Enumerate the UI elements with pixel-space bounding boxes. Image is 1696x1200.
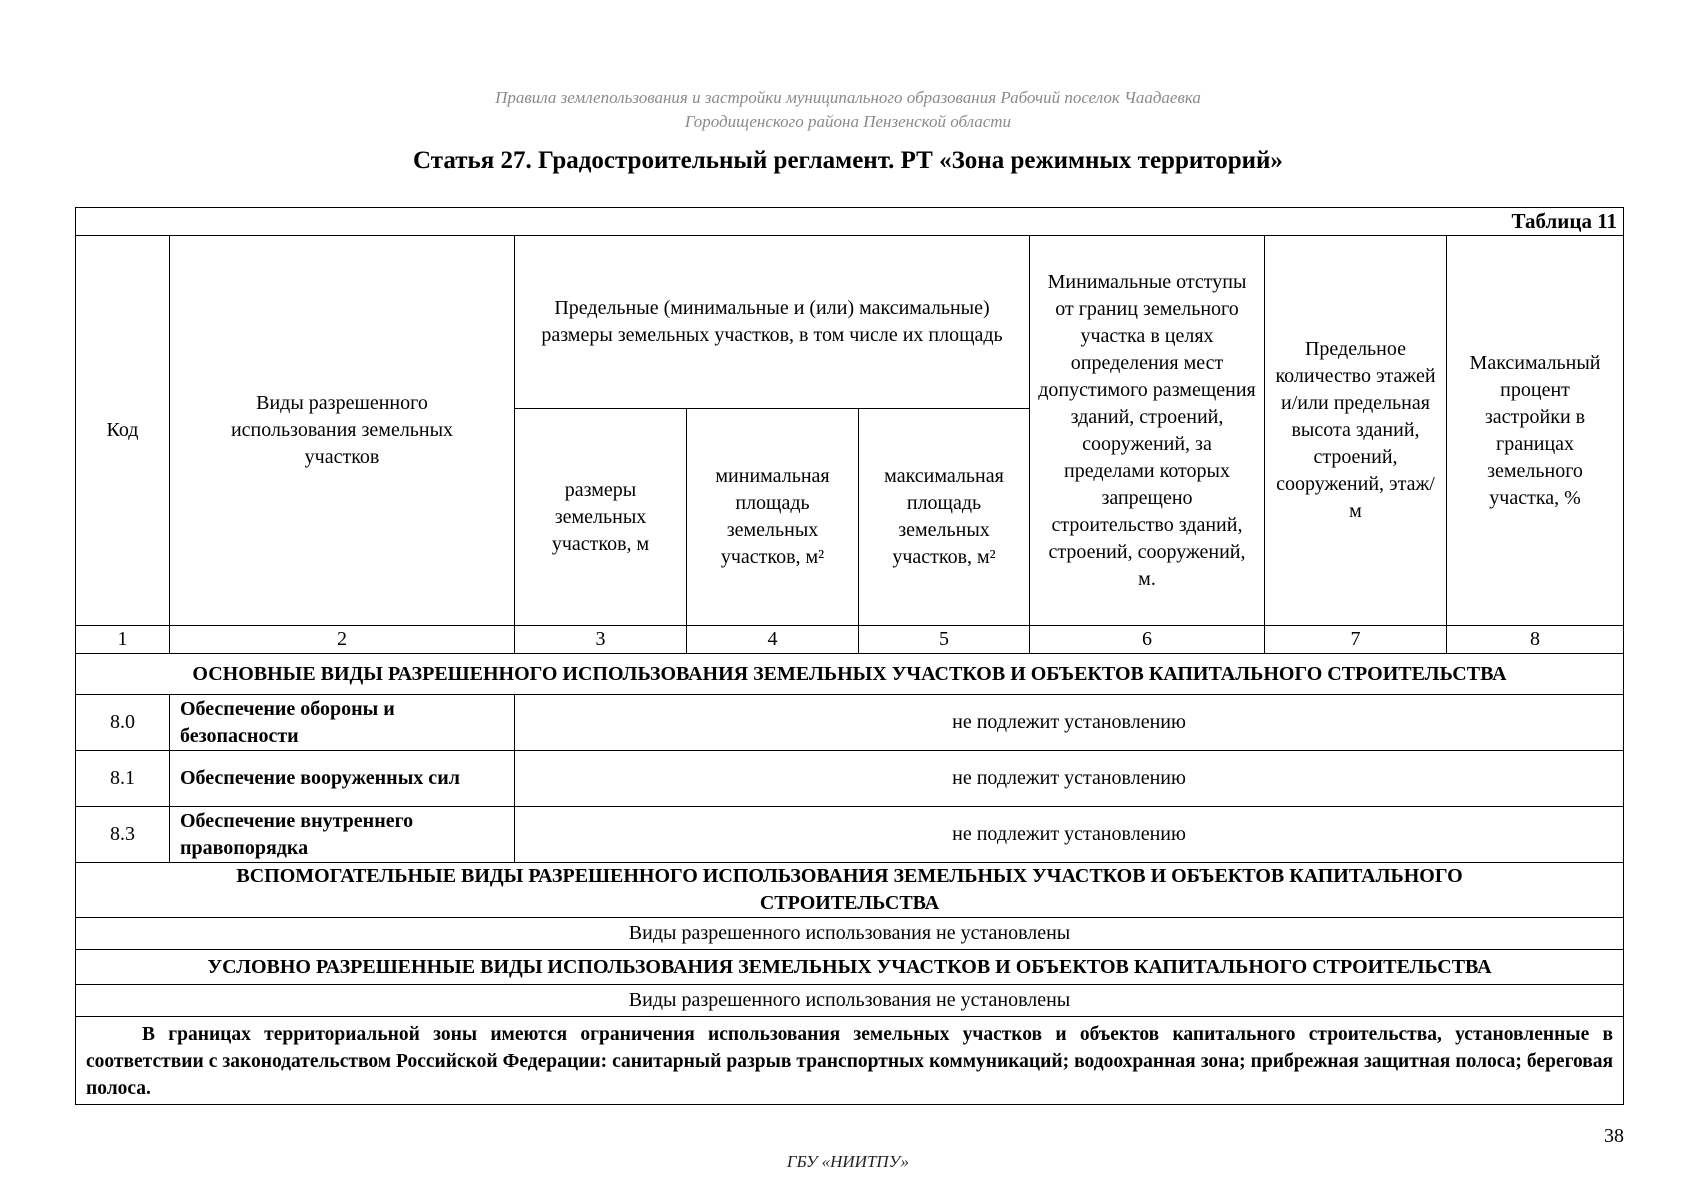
header-setbacks: Минимальные отступы от границ земельного участка в целях определения мест допустимого размещения зданий, строений, сооружений, за пределами которых запрещено строительство зданий, строений, сооружений, м.	[1030, 236, 1265, 626]
header-floors: Предельное количество этажей и/или предельная высота зданий, строений, сооружений, этаж/м	[1265, 236, 1447, 626]
header-coverage: Максимальный процент застройки в границах земельного участка, %	[1447, 236, 1624, 626]
header-line-2: Городищенского района Пензенской области	[684, 112, 1012, 131]
document-header	[0, 86, 1696, 134]
header-code: Код	[76, 236, 170, 626]
row-value: не подлежит установлению	[515, 807, 1624, 863]
section-main-uses: ОСНОВНЫЕ ВИДЫ РАЗРЕШЕННОГО ИСПОЛЬЗОВАНИЯ ЗЕМЕЛЬНЫХ УЧАСТКОВ И ОБЪЕКТОВ КАПИТАЛЬНОГО СТРОИТЕЛЬСТВА	[76, 654, 1624, 695]
restrictions-note: В границах территориальной зоны имеются ограничения использования земельных участков и объектов капитального строительства, установленные в соответствии с законодательством Российской Федерации: санитарный разрыв транспортных коммуникаций; водоохранная зона; прибрежная защитная полоса; береговая полоса.	[86, 1024, 1614, 1099]
row-use-name: Обеспечение обороны и безопасности	[170, 695, 515, 751]
page-number: 38	[1604, 1125, 1624, 1147]
table-row	[76, 695, 1624, 751]
row-code: 8.1	[76, 751, 170, 807]
document-footer: ГБУ «НИИТПУ»	[786, 1152, 910, 1171]
column-number: 3	[515, 626, 687, 654]
column-number: 6	[1030, 626, 1265, 654]
table-row	[76, 807, 1624, 863]
column-number: 7	[1265, 626, 1447, 654]
column-number: 5	[859, 626, 1030, 654]
row-use-name: Обеспечение внутреннего правопорядка	[170, 807, 515, 863]
row-use-name: Обеспечение вооруженных сил	[170, 751, 515, 807]
header-use-types: Виды разрешенного использования земельных участков	[170, 236, 515, 626]
row-code: 8.3	[76, 807, 170, 863]
header-plot-sizes-group: Предельные (минимальные и (или) максимальные) размеры земельных участков, в том числе их площадь	[515, 236, 1030, 409]
column-numbers-row	[76, 626, 1624, 654]
row-value: не подлежит установлению	[515, 695, 1624, 751]
table-label: Таблица 11	[76, 208, 1624, 236]
column-number: 1	[76, 626, 170, 654]
column-number: 8	[1447, 626, 1624, 654]
row-code: 8.0	[76, 695, 170, 751]
regulation-table	[75, 207, 1624, 1105]
restrictions-note-cell	[76, 1017, 1624, 1105]
header-line-1: Правила землепользования и застройки муниципального образования Рабочий поселок Чаадаевка	[495, 88, 1201, 107]
header-max-area: максимальная площадь земельных участков, м²	[859, 409, 1030, 626]
header-plot-dimensions: размеры земельных участков, м	[515, 409, 687, 626]
column-number: 4	[687, 626, 859, 654]
row-value: не подлежит установлению	[515, 751, 1624, 807]
section-conditional-uses: УСЛОВНО РАЗРЕШЕННЫЕ ВИДЫ ИСПОЛЬЗОВАНИЯ ЗЕМЕЛЬНЫХ УЧАСТКОВ И ОБЪЕКТОВ КАПИТАЛЬНОГО СТРОИТЕЛЬСТВА	[76, 950, 1624, 985]
auxiliary-uses-note: Виды разрешенного использования не установлены	[76, 918, 1624, 950]
article-title: Статья 27. Градостроительный регламент. РТ «Зона режимных территорий»	[413, 147, 1283, 174]
table-row	[76, 751, 1624, 807]
section-auxiliary-uses: ВСПОМОГАТЕЛЬНЫЕ ВИДЫ РАЗРЕШЕННОГО ИСПОЛЬЗОВАНИЯ ЗЕМЕЛЬНЫХ УЧАСТКОВ И ОБЪЕКТОВ КАПИТАЛЬНОГО СТРОИТЕЛЬСТВА	[76, 863, 1624, 918]
conditional-uses-note: Виды разрешенного использования не установлены	[76, 985, 1624, 1017]
header-min-area: минимальная площадь земельных участков, м²	[687, 409, 859, 626]
column-number: 2	[170, 626, 515, 654]
